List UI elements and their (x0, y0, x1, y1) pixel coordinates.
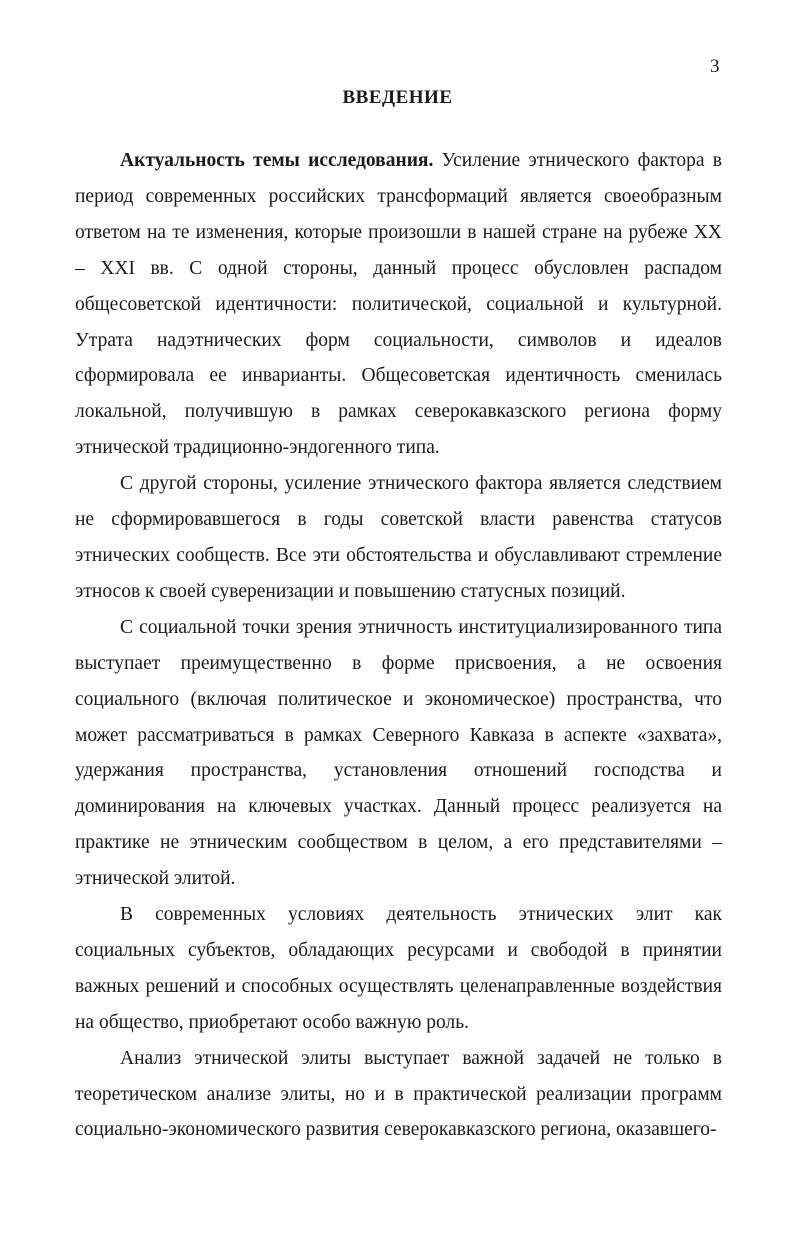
paragraph-text: С социальной точки зрения этничность институциализированного типа выступает преимущественно в форме присвоения, а не освоения социального (включая политическое и экономическое) пространства, что может рассматриваться в рамках Северного Кавказа в аспекте «захвата», удержания пространства, установления отношений господства и доминирования на ключевых участках. Данный процесс реализуется на практике не этническим сообществом в целом, а его представителями – этнической элитой. (75, 616, 722, 890)
paragraph-text: Усиление этнического фактора в период современных российских трансформаций является своеобразным ответом на те изменения, которые произошли в нашей стране на рубеже XX – XXI вв. С одной стороны, данный процесс обусловлен распадом общесоветской идентичности: политической, социальной и культурной. Утрата надэтнических форм социальности, символов и идеалов сформировала ее инварианты. Общесоветская идентичность сменилась локальной, получившую в рамках северокавказского региона форму этнической традиционно-эндогенного типа. (75, 150, 722, 459)
paragraph-text: С другой стороны, усиление этнического фактора является следствием не сформировавшегося в годы советской власти равенства статусов этнических сообществ. Все эти обстоятельства и обуславливают стремление этносов к своей суверенизации и повышению статусных позиций. (75, 473, 722, 602)
paragraph-5 (75, 1041, 722, 1149)
paragraph-text: В современных условиях деятельность этнических элит как социальных субъектов, обладающих ресурсами и свободой в принятии важных решений и способных осуществлять целенаправленные воздействия на общество, приобретают особо важную роль. (75, 904, 722, 1033)
page-number: 3 (710, 56, 720, 77)
paragraph-4 (75, 897, 722, 1041)
paragraph-text: Анализ этнической элиты выступает важной задачей не только в теоретическом анализе элиты, но и в практической реализации программ социально-экономического развития северокавказского региона, оказавшего- (75, 1047, 722, 1141)
section-title: ВВЕДЕНИЕ (342, 87, 453, 108)
paragraph-lead: Актуальность темы исследования. (120, 150, 434, 171)
paragraph-2 (75, 466, 722, 610)
paragraph-3 (75, 610, 722, 897)
paragraph-1 (75, 143, 722, 466)
body-text (75, 143, 722, 1148)
